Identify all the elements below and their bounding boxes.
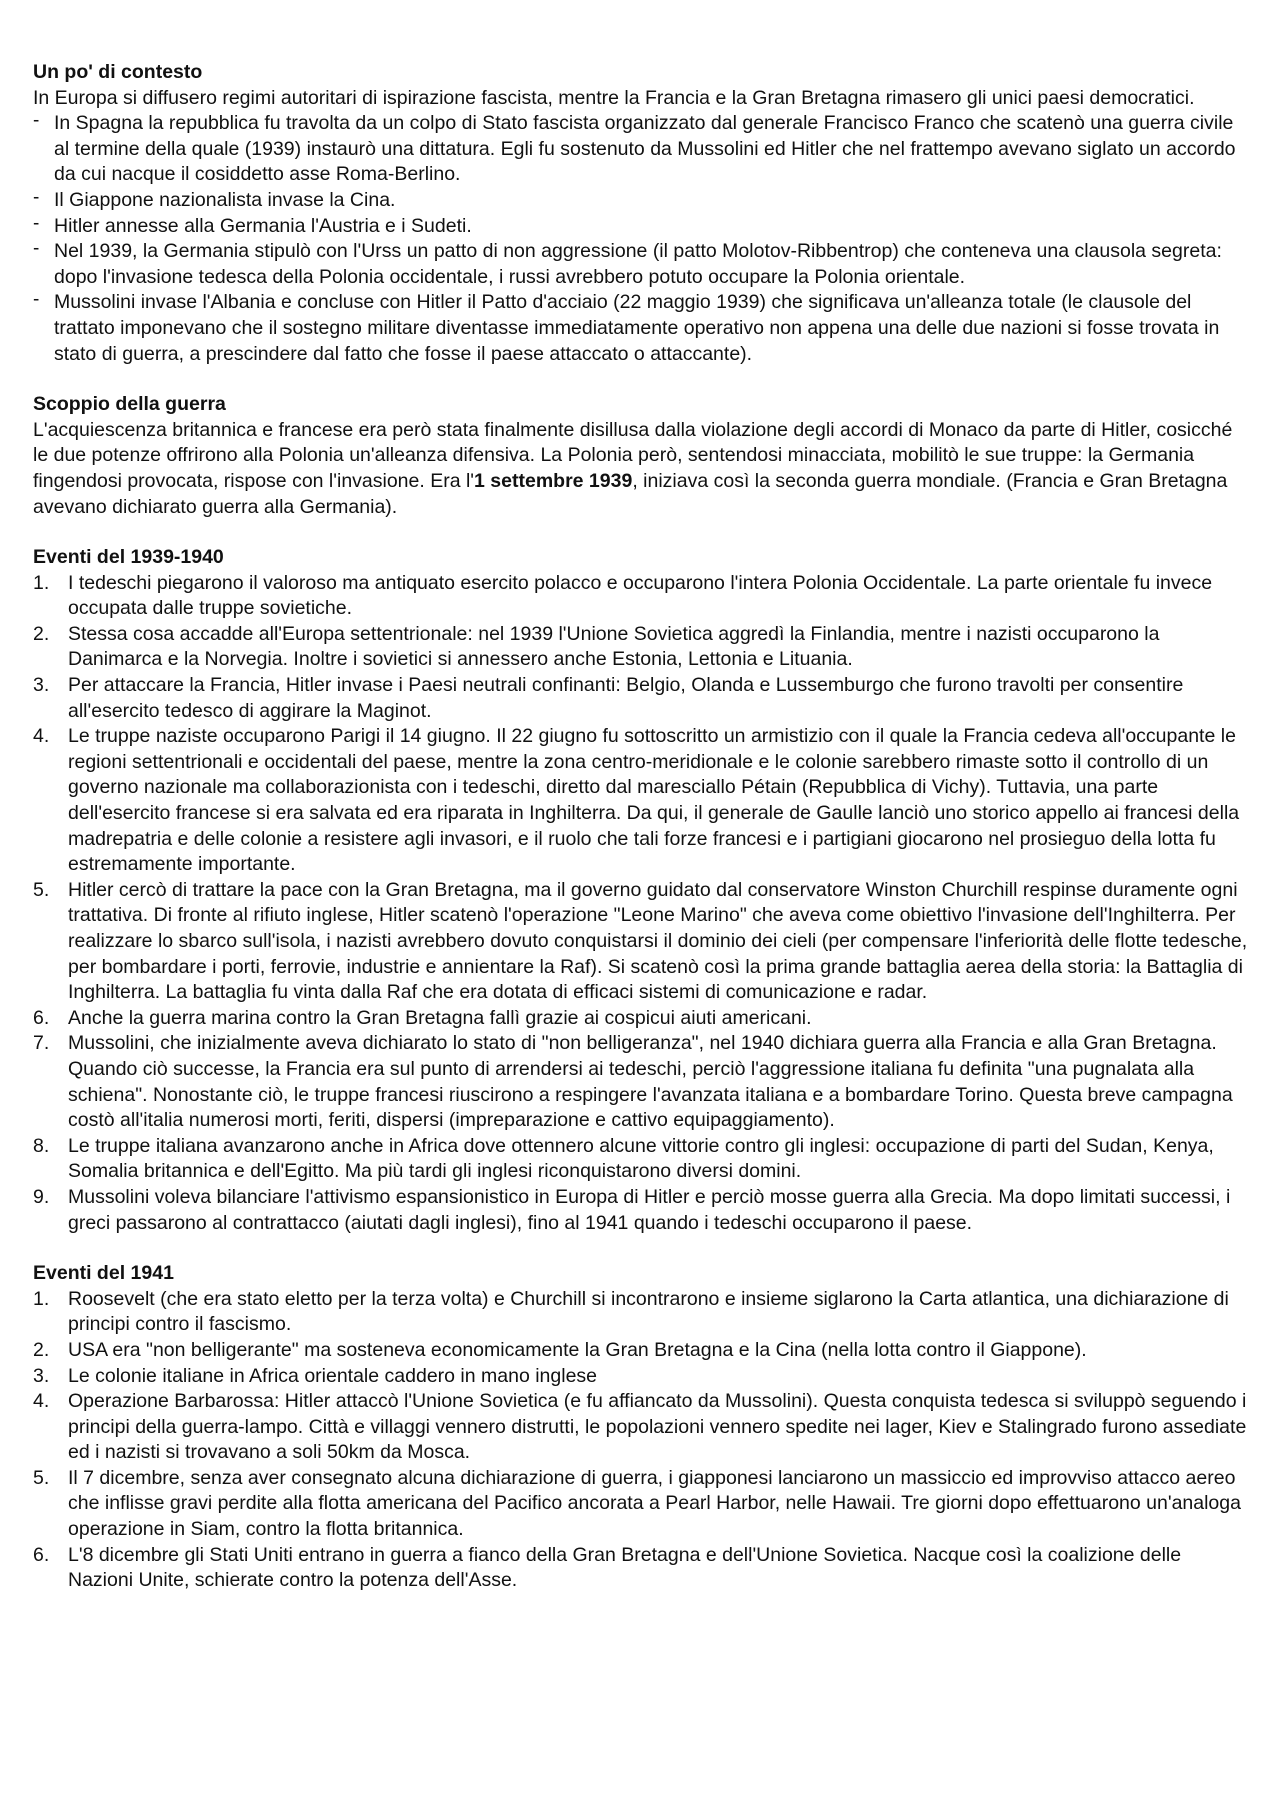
list-item [33,571,1250,622]
item-number: 5. [33,1466,50,1489]
list-item-text: Stessa cosa accadde all'Europa settentrionale: nel 1939 l'Unione Sovietica aggredì la Finlandia, mentre i nazisti occuparono la Danimarca e la Norvegia. Inoltre i sovietici si annessero anche Estonia, Lettonia e Lituania. [68,622,1160,671]
paragraph-text: L'acquiescenza britannica e francese era però stata finalmente disillusa dalla violazione degli accordi di Monaco da parte di Hitler, cosicché le due potenze offrirono alla Polonia un'alleanza difensiva. La Polonia però, sentendosi minacciata, mobilitò le sue truppe: la Germania fingendosi provocata, rispose con l'invasione. Era l' [33,418,1233,492]
dash-marker: - [33,212,40,234]
list-item-text: Mussolini voleva bilanciare l'attivismo espansionistico in Europa di Hitler e perciò mosse guerra alla Grecia. Ma dopo limitati successi, i greci passarono al contrattacco (aiutati dagli inglesi), fino al 1941 quando i tedeschi occuparono il paese. [68,1185,1231,1234]
list-item-text: Le colonie italiane in Africa orientale caddero in mano inglese [68,1364,598,1387]
section-contesto [33,60,1250,367]
list-item [33,622,1250,673]
list-item [33,111,1250,188]
list-item [33,724,1250,878]
item-number: 4. [33,725,50,748]
dash-marker: - [33,238,40,260]
section-heading: Un po' di contesto [33,61,203,83]
item-number: 3. [33,674,50,697]
section-eventi-1939-1940 [33,545,1250,1236]
list-item-text: Le truppe italiana avanzarono anche in Africa dove ottennero alcune vittorie contro gli inglesi: occupazione di parti del Sudan, Kenya, Somalia britannica e dell'Egitto. Ma più tardi gli inglesi riconquistarono diversi domini. [68,1134,1214,1183]
section-heading: Eventi del 1939-1940 [33,546,224,569]
list-item-text: Anche la guerra marina contro la Gran Bretagna fallì grazie ai cospicui aiuti americani. [68,1006,812,1029]
item-number: 6. [33,1006,50,1029]
list-item [33,1543,1250,1594]
numbered-list [33,1287,1250,1594]
item-number: 3. [33,1364,50,1387]
list-item [33,1006,1250,1032]
item-number: 1. [33,1287,50,1310]
bullet-list [33,111,1250,367]
list-item [33,673,1250,724]
item-number: 5. [33,878,50,901]
list-item [33,1466,1250,1543]
list-item [33,1287,1250,1338]
list-item-text: Hitler cercò di trattare la pace con la Gran Bretagna, ma il governo guidato dal conservatore Winston Churchill respinse duramente ogni trattativa. Di fronte al rifiuto inglese, Hitler scatenò l'operazione "Leone Marino" che aveva come obiettivo l'invasione dell'Inghilterra. Per realizzare lo sbarco sull'isola, i nazisti avrebbero dovuto conquistarsi il dominio dei cieli (per compensare l'inferiorità delle flotte tedesche, per bombardare i porti, ferrovie, industrie e annientare la Raf). Si scatenò così la prima grande battaglia aerea della storia: la Battaglia di Inghilterra. La battaglia fu vinta dalla Raf che era dotata di efficaci sistemi di comunicazione e radar. [68,878,1248,1004]
list-item-text: Nel 1939, la Germania stipulò con l'Urss un patto di non aggressione (il patto Molotov-Ribbentrop) che conteneva una clausola segreta: dopo l'invasione tedesca della Polonia occidentale, i russi avrebbero potuto occupare la Polonia orientale. [54,240,1222,288]
list-item [33,188,1250,214]
item-number: 2. [33,622,50,645]
list-item-text: Mussolini invase l'Albania e concluse con Hitler il Patto d'acciaio (22 maggio 1939) che significava un'alleanza totale (le clausole del trattato imponevano che il sostegno militare diventasse immediatamente operativo non appena una delle due nazioni si fosse trovata in stato di guerra, a prescindere dal fatto che fosse il paese attaccato o attaccante). [54,291,1220,365]
list-item-text: Le truppe naziste occuparono Parigi il 14 giugno. Il 22 giugno fu sottoscritto un armistizio con il quale la Francia cedeva all'occupante le regioni settentrionali e occidentali del paese, mentre la zona centro-meridionale e le colonie sarebbero rimaste sotto il controllo di un governo nazionale ma collaborazionista con i tedeschi, diretto dal maresciallo Pétain (Repubblica di Vichy). Tuttavia, una parte dell'esercito francese si era salvata ed era riparata in Inghilterra. Da qui, il generale de Gaulle lanciò uno storico appello ai francesi della madrepatria e delle colonie a resistere agli invasori, e il ruolo che tali forze francesi e i partigiani giocarono nel prosieguo della lotta fu estremamente importante. [68,725,1240,876]
section-heading: Scoppio della guerra [33,393,226,416]
list-item [33,1134,1250,1185]
paragraph-text: , iniziava così la seconda guerra mondiale. (Francia e Gran Bretagna avevano dichiarato guerra alla Germania). [33,469,1228,518]
list-item-text: Il 7 dicembre, senza aver consegnato alcuna dichiarazione di guerra, i giapponesi lanciarono un massiccio ed improvviso attacco aereo che inflisse gravi perdite alla flotta americana del Pacifico ancorata a Pearl Harbor, nelle Hawaii. Tre giorni dopo effettuarono un'analoga operazione in Siam, contro la flotta britannica. [68,1466,1241,1541]
item-number: 2. [33,1338,50,1361]
item-number: 6. [33,1543,50,1566]
section-eventi-1941 [33,1261,1250,1594]
scoppio-paragraph [33,418,1250,520]
section-heading: Eventi del 1941 [33,1262,174,1285]
list-item-text: In Spagna la repubblica fu travolta da un colpo di Stato fascista organizzato dal generale Francisco Franco che scatenò una guerra civile al termine della quale (1939) instaurò una dittatura. Egli fu sostenuto da Mussolini ed Hitler che nel frattempo avevano siglato un accordo da cui nacque il cosiddetto asse Roma-Berlino. [54,112,1236,186]
section-scoppio [33,392,1250,520]
list-item-text: L'8 dicembre gli Stati Uniti entrano in guerra a fianco della Gran Bretagna e dell'Unione Sovietica. Nacque così la coalizione delle Nazioni Unite, schierate contro la potenza dell'Asse. [68,1543,1182,1592]
list-item-text: I tedeschi piegarono il valoroso ma antiquato esercito polacco e occuparono l'intera Polonia Occidentale. La parte orientale fu invece occupata dalle truppe sovietiche. [68,571,1213,620]
item-number: 7. [33,1032,50,1055]
list-item-text: Mussolini, che inizialmente aveva dichiarato lo stato di "non belligeranza", nel 1940 dichiara guerra alla Francia e alla Gran Bretagna. Quando ciò successe, la Francia era sul punto di arrendersi ai tedeschi, perciò l'aggressione italiana fu definita "una pugnalata alla schiena". Nonostante ciò, le truppe francesi riuscirono a respingere l'avanzata italiana e a bombardare Torino. Questa breve campagna costò all'italia numerosi morti, feriti, dispersi (impreparazione e cattivo equipaggiamento). [68,1032,1233,1132]
list-item [33,878,1250,1006]
list-item [33,1185,1250,1236]
item-number: 4. [33,1390,50,1413]
list-item [33,1389,1250,1466]
intro-paragraph: In Europa si diffusero regimi autoritari di ispirazione fascista, mentre la Francia e la Gran Bretagna rimasero gli unici paesi democratici. [33,86,1195,109]
item-number: 1. [33,571,50,594]
list-item [33,1364,1250,1390]
list-item [33,239,1250,290]
list-item [33,1338,1250,1364]
dash-marker: - [33,110,40,132]
list-item-text: Per attaccare la Francia, Hitler invase i Paesi neutrali confinanti: Belgio, Olanda e Lussemburgo che furono travolti per consentire all'esercito tedesco di aggirare la Maginot. [68,674,1184,722]
list-item-text: Roosevelt (che era stato eletto per la terza volta) e Churchill si incontrarono e insieme siglarono la Carta atlantica, una dichiarazione di principi contro il fascismo. [68,1287,1229,1336]
list-item [33,214,1250,240]
list-item-text: Hitler annesse alla Germania l'Austria e i Sudeti. [54,214,472,237]
list-item-text: Il Giappone nazionalista invase la Cina. [54,188,396,211]
dash-marker: - [33,186,40,208]
list-item-text: Operazione Barbarossa: Hitler attaccò l'Unione Sovietica (e fu affiancato da Mussolini). Questa conquista tedesca si sviluppò seguendo i principi della guerra-lampo. Città e villaggi vennero distrutti, le popolazioni vennero spedite nei lager, Kiev e Stalingrado furono assediate ed i nazisti si trovavano a soli 50km da Mosca. [68,1390,1247,1464]
highlighted-date: 1 settembre 1939 [474,469,633,492]
numbered-list [33,571,1250,1236]
list-item [33,1031,1250,1133]
list-item [33,290,1250,367]
item-number: 9. [33,1185,50,1208]
list-item-text: USA era "non belligerante" ma sosteneva economicamente la Gran Bretagna e la Cina (nella lotta contro il Giappone). [68,1338,1087,1361]
item-number: 8. [33,1134,50,1157]
dash-marker: - [33,289,40,311]
